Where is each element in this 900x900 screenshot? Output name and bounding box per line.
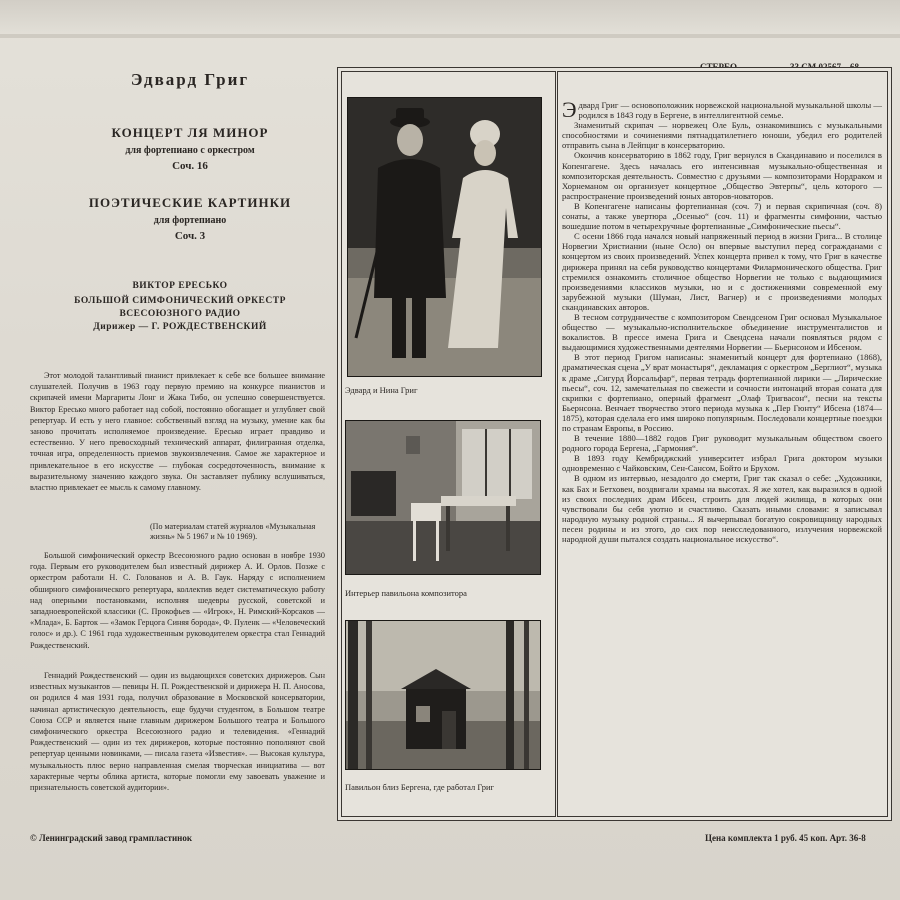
bio-paragraph-4: В Копенгагене написаны фортепианная (соч. 7) и первая скрипичная (соч. 8) сонаты, а также увертюра „Осенью“ (соч. 11) и фрагменты симфонии, частью вошедшие потом в четырехручные фортепианные „Симфонические пьесы“. [562, 200, 882, 232]
bio-paragraph-7: В этот период Григом написаны: знаменитый концерт для фортепиано (1868), драматическая сцена „У врат монастыря“, декламация с оркестром „Берглиот“, музыка к драме „Сигурд Йорсальфар“, первая тетрадь фортепианной лирики — „Лирические пьесы“, соч. 12, замечательная по свежести и сочности интонаций вторая соната для скрипки с фортепиано, оперный фрагмент „Олаф Тригвасон“, песни на тексты Бьернсона. Венчает творчество этого периода музыка к „Пер Гюнту“ Ибсена (1874—1875), которая сделала его имя широко популярным. Последовали концертные поездки по странам Европы, в Россию. [562, 352, 882, 433]
photo-pavilion-exterior [345, 620, 541, 770]
photo-grieg-couple [347, 97, 542, 377]
conductor-credit: Дирижер — Г. РОЖДЕСТВЕНСКИЙ [93, 322, 267, 332]
drop-cap: Э [562, 97, 577, 122]
bio-paragraph-8: В течение 1880—1882 годов Григ руководит музыкальным обществом своего родного города Бергена, „Гармония“. [562, 433, 882, 454]
work2-subtitle: для фортепиано [153, 215, 227, 226]
copyright-notice: © Ленинградский завод грампластинок [30, 833, 193, 843]
bio-paragraph-1: Эдвард Григ — основоположник норвежской национальной музыкальной школы — родился в 1843 году в Бергене, в интеллигентной семье. [562, 97, 882, 122]
caption-photo2: Интерьер павильона композитора [345, 588, 467, 598]
bio-paragraph-2: Знаменитый скрипач — норвежец Оле Буль, ознакомившись с музыкальными способностями и сочинениями пятнадцатилетнего юноши, убедил его родителей отправить сына в Лейпциг в консерваторию. [562, 120, 882, 151]
grieg-biography [562, 97, 882, 545]
work1-opus: Соч. 16 [172, 160, 208, 172]
photo-pavilion-interior [345, 420, 541, 575]
caption-photo1: Эдвард и Нина Григ [345, 385, 418, 395]
soloist-bio: Этот молодой талантливый пианист привлекает к себе все большее внимание слушателей. Получив в 1963 году первую премию на конкурсе пианистов и скрипачей имени Маргариты Лонг и Жака Тибо, он успешно совершенствуется. Виктор Ересько много работает над собой, постоянно обогащает и углубляет свой репертуар. И есть у него главное: собственный взгляд на музыку, умение как бы заново прочитать исполняемое произведение. Ересько играет правдиво и естественно. У него превосходный технический аппарат, филигранная отделка, точная игра, определенность приемов звукоизвлечения. Самое же характерное и привлекательное в его искусстве — глубокая сосредоточенность, внимание к выразительному значению каждого звука. Он заставляет публику вслушиваться, властно привлекает ее мысль к самому главному. [30, 371, 325, 493]
bio-paragraph-10: В одном из интервью, незадолго до смерти, Григ так сказал о себе: „Художники, как Бах и Бетховен, воздвигали храмы на высотах. Я же хотел, как выразился в одной из своих последних драм Ибсен, строить для людей жилища, в которых они чувствовали бы себя уютно и счастливо. Сказать иными словами: я записывал народную музыку родной страны... Я вычерпывал богатую сокровищницу народных песен родины и из этого, до сих пор неисследованного, излучения норвежской народной души пытался создать национальное искусство“. [562, 473, 882, 545]
caption-photo3: Павильон близ Бергена, где работал Григ [345, 782, 494, 792]
bio-citation: (По материалам статей журналов «Музыкальная жизнь» № 5 1967 и № 10 1969). [150, 522, 316, 541]
composer-name: Эдвард Григ [130, 70, 250, 89]
sleeve-top-band [0, 0, 900, 36]
bio-paragraph-6: В тесном сотрудничестве с композитором Свендсеном Григ основал Музыкальное общество — музыкально-исполнительское объединение инструменталистов и вокалистов. В прессе имена Грига и Свендсена начали появляться рядом с выдающимися художественными деятелями Норвегии — Бьернсоном и Ибсеном. [562, 311, 882, 353]
work1-title: КОНЦЕРТ ЛЯ МИНОР [111, 125, 269, 140]
conductor-bio: Геннадий Рождественский — один из выдающихся советских дирижеров. Сын известных музыкантов — певицы Н. П. Рождественской и дирижера Н. П. Аносова, он родился 4 мая 1931 года, получил образование в Московской консерватории, начинал артистическую деятельность, еще будучи студентом, в Большом театре Союза ССР и является ныне главным дирижером Большого театра и Большого симфонического оркестра Всесоюзного радио и телевидения. «Геннадий Рождественский — один из тех дирижеров, которые постоянно пополняют свой репертуар ценными новинками, — писала газета «Известия». — Высокая культура, музыкальность плюс верно направленная смелая творческая инициатива — вот характерные черты облика артиста, которые помогли ему завоевать уважение и признательность советской аудитории». [30, 671, 325, 793]
work1-subtitle: для фортепиано с оркестром [125, 145, 255, 156]
bio-paragraph-3: Окончив консерваторию в 1862 году, Григ вернулся в Скандинавию и поселился в Копенгагене. Здесь началась его интенсивная музыкально-общественная и композиторская деятельность. Совместно с друзьями — композиторами Нордраком и Хорнеманом он организует концертное „Общество Эвтерпы“, цель которого — распространение произведений юных авторов-новаторов. [562, 150, 882, 201]
sleeve-edge [0, 34, 900, 38]
work2-opus: Соч. 3 [174, 230, 206, 242]
orchestra-bio: Большой симфонический оркестр Всесоюзного радио основан в ноябре 1930 года. Первым его руководителем был известный дирижер А. И. Орлов. Позже с оркестром работали Н. С. Голованов и А. В. Гаук. Наряду с исполнением обширного симфонического репертуара, коллектив ведет систематическую работу над оперными постановками, исполняя шедевры русской, советской и западноевропейской классики (С. Прокофьев — «Игрок», Н. Римский-Корсаков — «Млада», Б. Барток — «Замок Герцога Синяя борода», Ф. Пуленк — «Человеческий голос» и др.). С 1961 года художественным руководителем оркестра стал Геннадий Рождественский. [30, 551, 325, 650]
price-label: Цена комплекта 1 руб. 45 коп. Арт. 36-8 [705, 833, 866, 843]
soloist-credit: ВИКТОР ЕРЕСЬКО [132, 281, 228, 291]
bio-paragraph-9: В 1893 году Кембриджский университет избрал Грига доктором музыки одновременно с Чайковским, Сен-Сансом, Бойто и Брухом. [562, 453, 882, 474]
orchestra-credit-2: ВСЕСОЮЗНОГО РАДИО [119, 309, 241, 319]
work2-title: ПОЭТИЧЕСКИЕ КАРТИНКИ [88, 195, 292, 210]
bio-paragraph-5: С осени 1866 года начался новый напряженный период в жизни Грига... В столице Норвегии Христиании (ныне Осло) он впервые выступил перед согражданами с концертом из своих произведений. Успех концерта привел к тому, что Григ в качестве дирижера принял на себя руководство концертами Филармонического общества. Григ стремился ознакомить столичное общество Норвегии не только с выдающимися произведениями классиков музыки, но и с достижениями современной ему зарубежной музыки (Шуман, Лист, Вагнер) и с произведениями молодых скандинавских авторов. [562, 231, 882, 312]
orchestra-credit: БОЛЬШОЙ СИМФОНИЧЕСКИЙ ОРКЕСТР [74, 296, 286, 306]
